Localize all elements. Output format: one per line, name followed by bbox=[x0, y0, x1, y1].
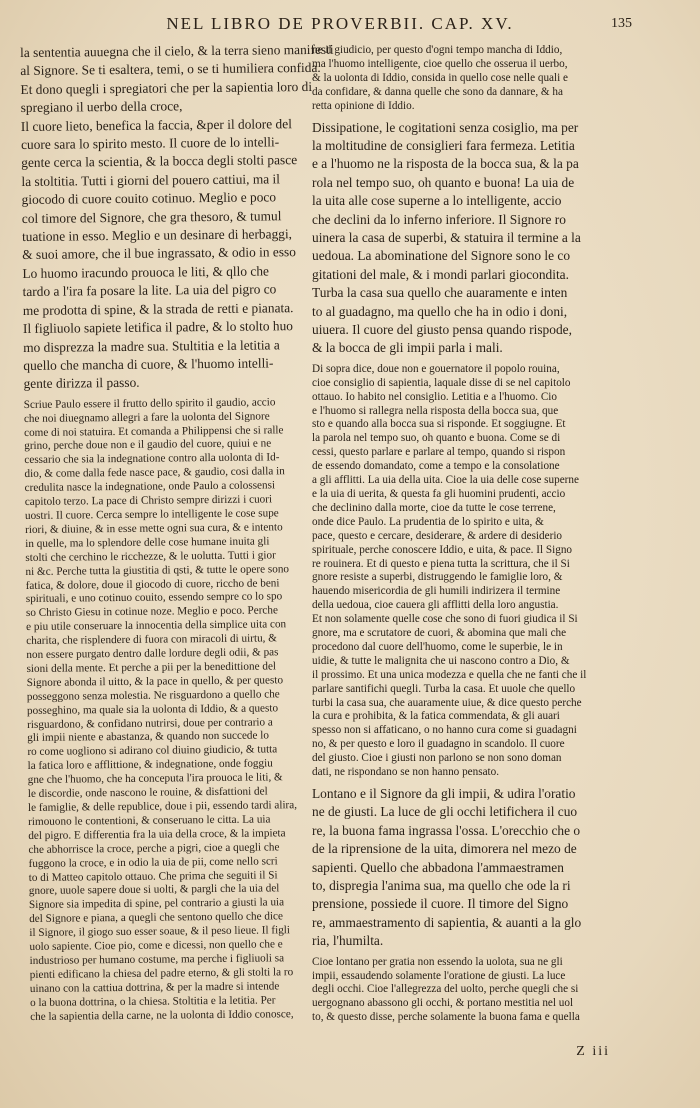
text-line: industrioso per humano costume, ma perche i figliuoli sa bbox=[29, 952, 285, 967]
text-line: re, la buona fama ingrassa l'ossa. L'orecchio che o bbox=[312, 822, 581, 838]
text-line: grino, perche doue non e il gaudio del cuore, quiui e ne bbox=[24, 437, 272, 453]
text-line: capitolo terzo. La pace di Christo sempre dirizzi i cuori bbox=[24, 493, 273, 509]
text-line: uiuera. Il cuore del giusto pensa quando rispode, bbox=[312, 322, 572, 337]
text-line: Lo huomo iracundo prouoca le liti, & qllo che bbox=[22, 263, 270, 281]
text-line: da confidare, & danna quelle che sono da dannare, & ha bbox=[312, 85, 563, 98]
text-line: dati, ne rispondano se non hanno pensato. bbox=[312, 766, 500, 779]
text-line: to, & questo disse, perche solamente la buona fama e quella bbox=[312, 1011, 580, 1024]
text-line: che noi diuegnamo allegri a fare la uolonta del Signore bbox=[23, 410, 270, 425]
text-line: spesso non si affaticano, o no hanno cura come si guadagni bbox=[312, 724, 577, 737]
text-line: al Signore. Se ti esaltera, temi, o se ti humiliera confida. bbox=[20, 60, 321, 79]
text-line: uergognano abassono gli occhi, & portano mestitia nel uol bbox=[312, 997, 574, 1010]
commentary-passage bbox=[24, 396, 307, 1025]
text-line: del Signore e piana, a quegli che sentono quello che dice bbox=[29, 910, 284, 926]
text-line: gnore resiste a superbi, distruggendo le famiglie loro, & bbox=[312, 571, 563, 584]
text-line: tardo a l'ira fa posare la lite. La uia del pigro co bbox=[22, 281, 277, 300]
text-line: gitationi del male, & i mondi parlari giocondita. bbox=[312, 266, 569, 282]
text-line: & la bocca de gli impii parla i mali. bbox=[312, 340, 503, 356]
running-head: NEL LIBRO DE PROVERBII. CAP. XV. bbox=[166, 14, 514, 33]
text-line: fuggono la croce, e in odio la uia de pii, come nello scri bbox=[28, 854, 278, 870]
text-line: Et dono quegli i spregiatori che per la sapientia loro di bbox=[20, 78, 313, 97]
text-line: charita, che risplendere di fuora con miracoli di uirtu, & bbox=[26, 632, 278, 648]
text-line: ro come uogliono si adirano col diuino giudicio, & tutta bbox=[27, 743, 278, 759]
text-line: del giusto. Cioe i giusti non parlono se non sono doman bbox=[312, 752, 562, 765]
text-line: dio, & come dalla fede nasce pace, & gaudio, cosi dalla in bbox=[24, 465, 285, 481]
text-line: della uedoua, cioe cauera gli afflitti della loro angustia. bbox=[312, 599, 559, 612]
text-line: degli occhi. Cioe l'allegrezza del uolto, perche quegli che si bbox=[312, 983, 579, 996]
text-line: impii, essaudendo solamente l'oratione de giusti. La luce bbox=[312, 969, 566, 982]
text-line: re rouinera. Et di questo e piena tutta la scrittura, che il Si bbox=[312, 557, 570, 570]
text-line: de essendo domandato, come a tempo e la consolatione bbox=[312, 460, 560, 473]
text-line: non essere purgato dentro dalle lordure degli odii, & pas bbox=[26, 646, 279, 661]
text-line: Il cuore lieto, benefica la faccia, &per il dolore del bbox=[20, 115, 292, 134]
text-line: Signore sia impedita di spine, pel contrario a giusti la uia bbox=[28, 896, 285, 912]
text-line: & la uolonta di Iddio, consida in quello cose nelle quali e bbox=[312, 71, 569, 84]
text-line: a gli afflitti. La uia della uita. Cioe la uia delle cose superne bbox=[312, 474, 579, 487]
text-line: uostri. Il cuore. Cerca sempre lo intelligente le cose supe bbox=[24, 507, 279, 522]
text-line: onde dice Paulo. La prudentia de lo spirito e uita, & bbox=[312, 515, 544, 528]
text-line: gne che l'huomo, che ha conceputa l'ira prouoca le liti, & bbox=[27, 771, 283, 787]
text-line: gnore, uuole sapere doue si uolti, & pargli che la uia del bbox=[28, 882, 280, 898]
text-line: pienti edificano la chiesa del padre eterno, & gli stolti la ro bbox=[29, 966, 294, 981]
scripture-passage bbox=[312, 119, 610, 358]
text-line: Et non solamente quelle cose che sono di fuori giudica il Si bbox=[312, 613, 578, 626]
left-column bbox=[20, 41, 334, 1054]
text-line: le discordie, onde nascono le rouine, & disfattioni del bbox=[27, 785, 268, 801]
scripture-passage bbox=[312, 785, 610, 951]
text-line: spirituali, e uno cotinuo couito, essendo sempre co lo spo bbox=[25, 590, 283, 606]
text-line: mo disprezza la madre sua. Stultitia e la letitia a bbox=[23, 336, 280, 355]
text-line: to di Matteo capitolo ottauo. Che prima che seguiti il Si bbox=[28, 868, 278, 884]
text-line: e l'huomo si rallegra nella risposta della bocca sua, que bbox=[312, 404, 559, 417]
text-line: gnore, ma e scrutatore de cuori, & abomina que mali che bbox=[312, 627, 567, 640]
text-line: sioni della mente. Et perche a pii per la benedittione del bbox=[26, 660, 277, 675]
text-line: la moltitudine de consiglieri fara fermeza. Letitia bbox=[312, 137, 575, 153]
text-line: Il figliuolo sapiete letifica il padre, & lo stolto huo bbox=[22, 318, 294, 337]
text-line: parlare santifichi quegli. Turba la casa. Et uuole che quello bbox=[312, 682, 576, 695]
text-line: to, dispregia l'anima sua, ma quello che ode la ri bbox=[312, 878, 571, 894]
text-line: spregiano il uerbo della croce, bbox=[20, 98, 183, 116]
text-line: stolti che cerchino le ricchezze, & le uolutta. Tutti i gior bbox=[25, 549, 276, 564]
text-line: sto e quando alla bocca sua si risponde. Et soggiugne. Et bbox=[312, 418, 566, 431]
text-line: cessi, questo parlare e parlare al tempo, quando si rispon bbox=[312, 446, 566, 459]
text-line: quello che mancha di cuore, & l'huomo intelli- bbox=[23, 355, 274, 373]
text-line: la fatica loro e afflittione, & indegnatione, onde foggiu bbox=[27, 757, 273, 773]
text-line: ni &c. Perche tutta la giustitia di qsti, & tutte le opere sono bbox=[25, 562, 290, 578]
text-line: rola nel tempo suo, oh quanto e buona! La uia de bbox=[312, 174, 575, 190]
text-line: la cura e prohibita, & la fatica commendata, & gli auari bbox=[312, 710, 560, 723]
text-line: cessario che sia la indegnatione contro alla uolonta di Id- bbox=[24, 451, 280, 467]
text-line: credulita nasce la indegnatione, onde Paulo a colossensi bbox=[24, 479, 276, 495]
right-column bbox=[312, 44, 610, 1034]
text-line: ne de giusti. La luce de gli occhi letifichera il cuo bbox=[312, 804, 578, 820]
text-line: e la uia di uerita, & questa fa gli huomini prudenti, accio bbox=[312, 487, 566, 500]
text-line: la stoltitia. Tutti i giorni del pouero cattiui, ma il bbox=[21, 171, 281, 189]
text-line: gli impii niente e abastanza, & quando non succede lo bbox=[27, 729, 270, 745]
text-line: o la buona dottrina, o la chiesa. Stoltitia e la letitia. Per bbox=[29, 994, 276, 1009]
text-line: turbi la casa sua, che auaramente uiue, & dice questo perche bbox=[312, 696, 582, 709]
text-line: posseggono senza molestia. Ne risguardono a quello che bbox=[26, 688, 280, 703]
text-line: pace, questo e cercare, desiderare, & ardere di desiderio bbox=[312, 529, 563, 542]
text-line: rimouono le contentioni, & conseruano le citta. La uia bbox=[28, 813, 271, 828]
text-line: uolo sapiente. Cioe pio, come e dicessi, non quello che e bbox=[29, 938, 283, 954]
text-line: col timore del Signore, che gra thesoro, & tumul bbox=[21, 207, 282, 226]
text-line: to al guadagno, ma quello che ha in odio i doni, bbox=[312, 303, 568, 319]
text-line: del pigro. E differentia fra la uia della croce, & la impieta bbox=[28, 827, 286, 842]
text-line: il prossimo. Et una unica modezza e quella che ne fanti che il bbox=[312, 668, 587, 681]
text-line: fatica, & dolore, doue il giocodo di cuore, riccho de beni bbox=[25, 576, 280, 592]
text-line: ria, l'humilta. bbox=[312, 933, 384, 949]
text-line: uidie, & tutte le malignita che ui nascono contro a Dio, & bbox=[312, 654, 570, 667]
text-line: che declinino dalla morte, cioe da tutte le cose terrene, bbox=[312, 501, 556, 514]
text-line: risguardono, & confidano nutrirsi, doue per contrario a bbox=[27, 715, 273, 731]
text-line: prensione, possiede il cuore. Il timore del Signo bbox=[312, 896, 569, 912]
text-line: il Signore, il giogo suo esser soaue, & il peso lieue. Il figli bbox=[29, 924, 291, 940]
text-line: ne il giudicio, per questo d'ogni tempo mancha di Iddio, bbox=[312, 44, 563, 56]
text-line: la sententia auuegna che il cielo, & la terra sieno manifesti bbox=[20, 41, 334, 60]
text-line: che abhorrisce la croce, perche a pigri, cioe a quegli che bbox=[28, 841, 280, 856]
text-line: de la riprensione de la uita, dimorera nel mezo de bbox=[312, 841, 577, 857]
scripture-passage bbox=[20, 41, 334, 394]
text-line: Lontano e il Signore da gli impii, & udira l'oratio bbox=[312, 786, 576, 801]
text-line: so Christo Giesu in cotinue noze. Meglio e poco. Perche bbox=[25, 604, 278, 620]
text-line: che declini da lo inferno inferiore. Il Signore ro bbox=[312, 211, 566, 227]
text-line: uinano con la cattiua dottrina, & per la madre si intende bbox=[29, 980, 280, 995]
text-line: le famiglie, & delle republice, doue i pii, essendo tardi alira, bbox=[27, 799, 298, 814]
text-line: Signore abonda il uitto, & la pace in quello, & per questo bbox=[26, 674, 284, 689]
commentary-passage bbox=[312, 363, 610, 780]
text-line: Cioe lontano per gratia non essendo la uolota, sua ne gli bbox=[312, 955, 563, 968]
text-line: cioe consiglio di sapientia, laquale disse di se nel capitolo bbox=[312, 376, 571, 389]
text-line: uinera la casa de superbi, & statuira il termine a la bbox=[312, 229, 581, 245]
text-line: re, ammaestramento di sapientia, & auanti a la glo bbox=[312, 914, 582, 930]
text-line: la uita alle cose superne a lo intelligente, accio bbox=[312, 193, 562, 209]
text-line: riori, & diuine, & in esse mette ogni sua cura, & e intento bbox=[25, 521, 283, 536]
text-line: e piu utile conseruare la innocentia della simplice uita con bbox=[26, 618, 287, 634]
text-line: Dissipatione, le cogitationi senza cosiglio, ma per bbox=[312, 119, 579, 135]
commentary-passage bbox=[312, 44, 610, 114]
text-line: uedoua. La abominatione del Signore sono le co bbox=[312, 248, 571, 264]
text-line: gente cerca la scientia, & la bocca degli stolti pasce bbox=[21, 152, 298, 171]
text-line: come di noi statuira. Et comanda a Philippensi che si ralle bbox=[24, 423, 284, 439]
commentary-passage bbox=[312, 956, 610, 1026]
text-line: & suoi amore, che il bue ingrassato, & odio in esso bbox=[22, 244, 296, 263]
text-line: procedono dal cuore dell'huomo, come le superbie, le in bbox=[312, 640, 563, 653]
text-line: che la sapientia della carne, ne la uolonta di Iddio conosce, bbox=[30, 1007, 294, 1023]
text-line: sapienti. Quello che abbadona l'ammaestramen bbox=[312, 859, 564, 875]
text-line: spirituale, perche conoscere Iddio, e uita, & pace. Il Signo bbox=[312, 543, 573, 556]
text-line: cuore sara lo spirito mesto. Il cuore de lo intelli- bbox=[20, 134, 280, 153]
text-line: me prodotta di spine, & la strada de retti e pianata. bbox=[22, 299, 294, 318]
page-number: 135 bbox=[611, 16, 632, 31]
text-line: retta opinione di Iddio. bbox=[312, 99, 415, 112]
text-line: Turba la casa sua quello che auaramente e inten bbox=[312, 285, 568, 301]
text-line: in quelle, ma lo splendore delle cose humane inuita gli bbox=[25, 535, 270, 550]
text-line: ottauo. Io habito nel consiglio. Letitia e a l'huomo. Cio bbox=[312, 390, 557, 403]
signature-mark: Z iii bbox=[576, 1044, 610, 1059]
text-line: tuatione in esso. Meglio e un desinare di herbaggi, bbox=[21, 226, 293, 245]
text-line: hauendo misericordia de gli humili indirizera il termine bbox=[312, 585, 561, 598]
text-line: Scriue Paulo essere il frutto dello spirito il gaudio, accio bbox=[23, 396, 276, 411]
text-line: e a l'huomo ne la risposta de la bocca sua, & la pa bbox=[312, 156, 579, 172]
text-line: Di sopra dice, doue non e gouernatore il popolo rouina, bbox=[312, 362, 560, 375]
text-line: posseghino, ma quale sia la uolonta di Iddio, & a questo bbox=[26, 701, 279, 717]
text-line: ma l'huomo intelligente, cioe quello che osserua il uerbo, bbox=[312, 57, 568, 70]
text-line: gente dirizza il passo. bbox=[23, 375, 140, 392]
text-line: giocodo di cuore couito cotinuo. Meglio e poco bbox=[21, 189, 277, 208]
text-line: la parola nel tempo suo, oh quanto e buona. Come se di bbox=[312, 432, 561, 445]
text-line: no, & per questo e loro il guadagno in scandolo. Il cuore bbox=[312, 738, 565, 751]
